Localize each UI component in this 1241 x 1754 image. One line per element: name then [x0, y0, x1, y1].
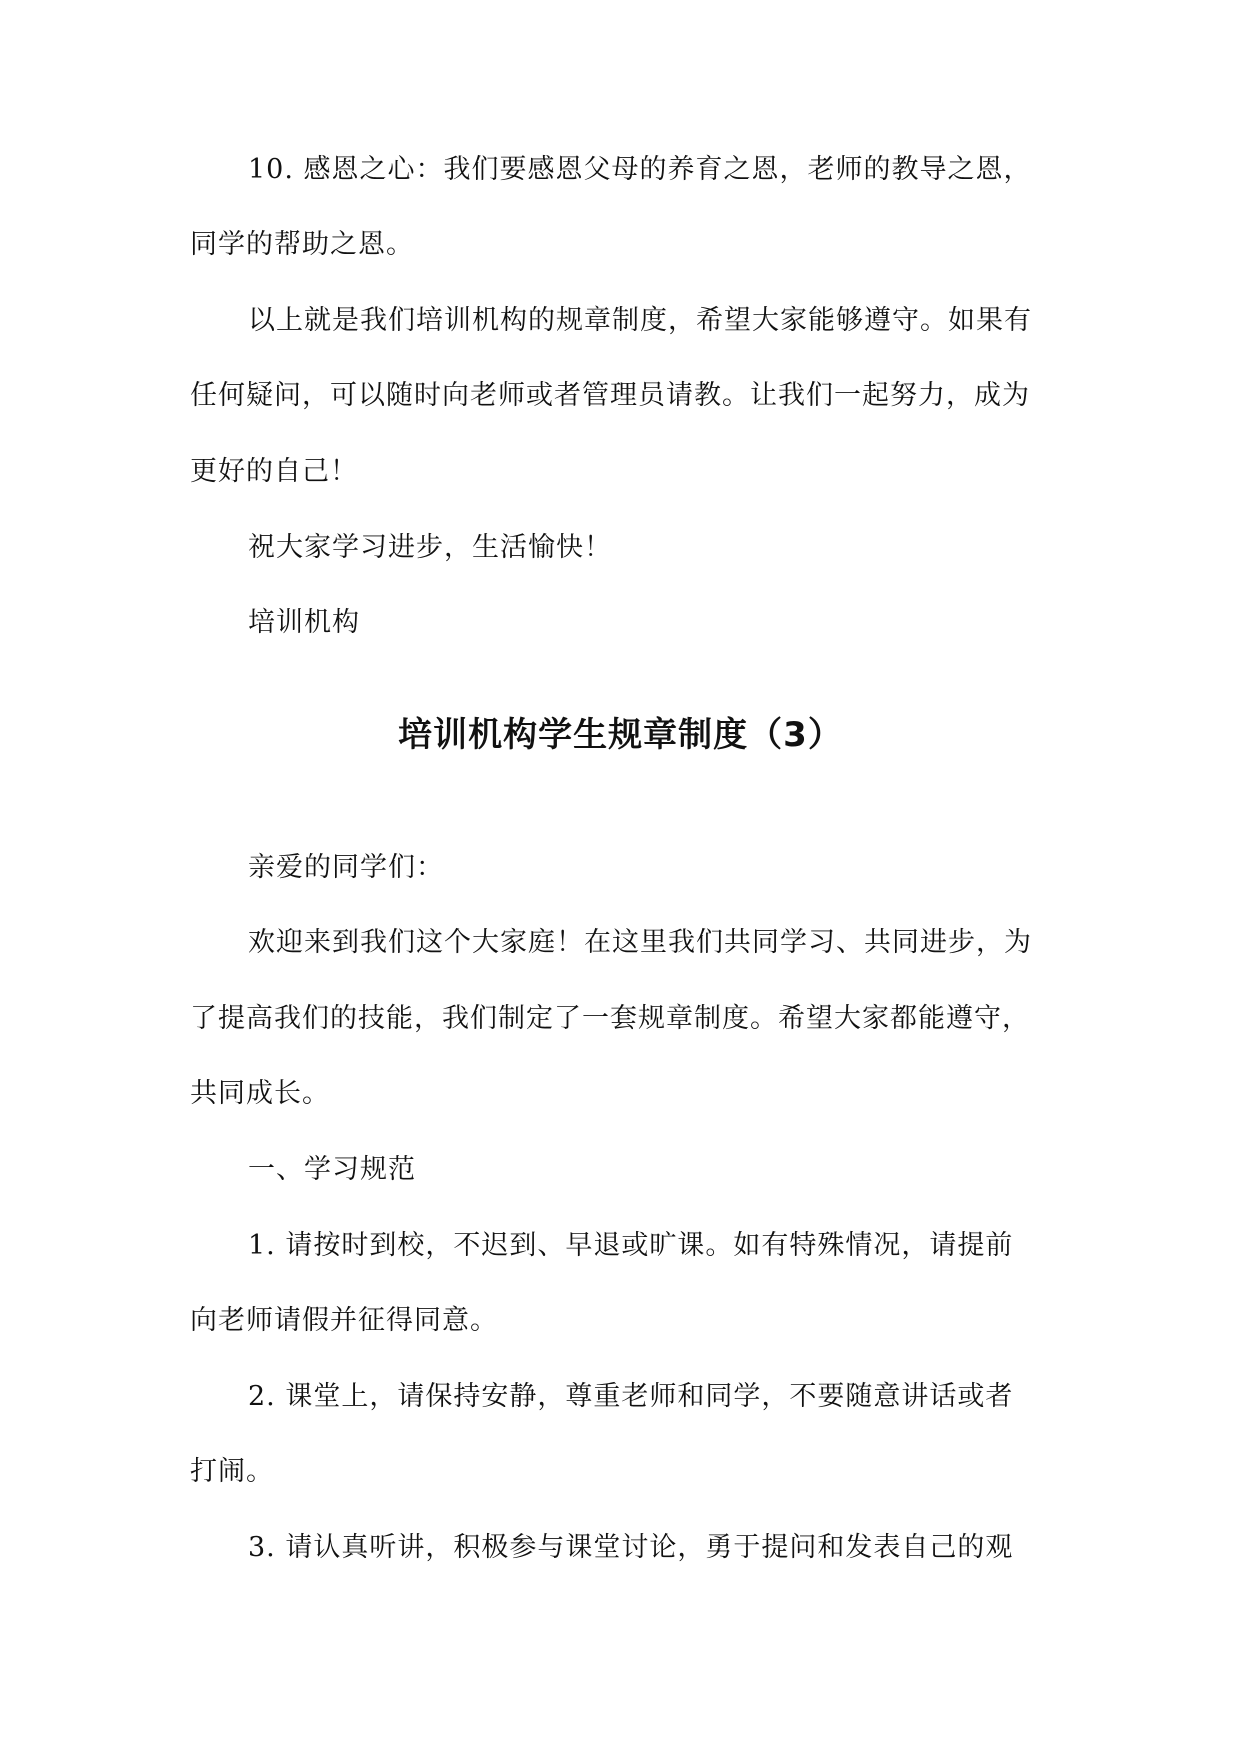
rule3-line1: 3. 请认真听讲，积极参与课堂讨论，勇于提问和发表自己的观	[248, 1532, 1014, 1563]
intro-line1: 欢迎来到我们这个大家庭！在这里我们共同学习、共同进步，为	[248, 927, 1032, 958]
item10-line2: 同学的帮助之恩。	[190, 229, 414, 260]
rule2-line1: 2. 课堂上，请保持安静，尊重老师和同学，不要随意讲话或者	[248, 1381, 1014, 1412]
closing-line3: 更好的自己！	[190, 456, 358, 487]
rule2-line2: 打闹。	[190, 1456, 274, 1487]
wishes-line: 祝大家学习进步，生活愉快！	[248, 532, 612, 563]
signature-line: 培训机构	[248, 607, 360, 638]
intro-line3: 共同成长。	[190, 1078, 330, 1109]
rule1-line1: 1. 请按时到校，不迟到、早退或旷课。如有特殊情况，请提前	[248, 1230, 1014, 1261]
closing-line1: 以上就是我们培训机构的规章制度，希望大家能够遵守。如果有	[248, 305, 1032, 336]
section-title: 培训机构学生规章制度（3）	[398, 715, 843, 755]
rule1-line2: 向老师请假并征得同意。	[190, 1305, 498, 1336]
greeting-line: 亲爱的同学们：	[248, 852, 444, 883]
heading-study-rules: 一、学习规范	[248, 1154, 416, 1185]
closing-line2: 任何疑问，可以随时向老师或者管理员请教。让我们一起努力，成为	[190, 380, 1030, 411]
intro-line2: 了提高我们的技能，我们制定了一套规章制度。希望大家都能遵守，	[190, 1003, 1030, 1034]
item10-line1: 10. 感恩之心：我们要感恩父母的养育之恩，老师的教导之恩，	[248, 154, 1032, 185]
